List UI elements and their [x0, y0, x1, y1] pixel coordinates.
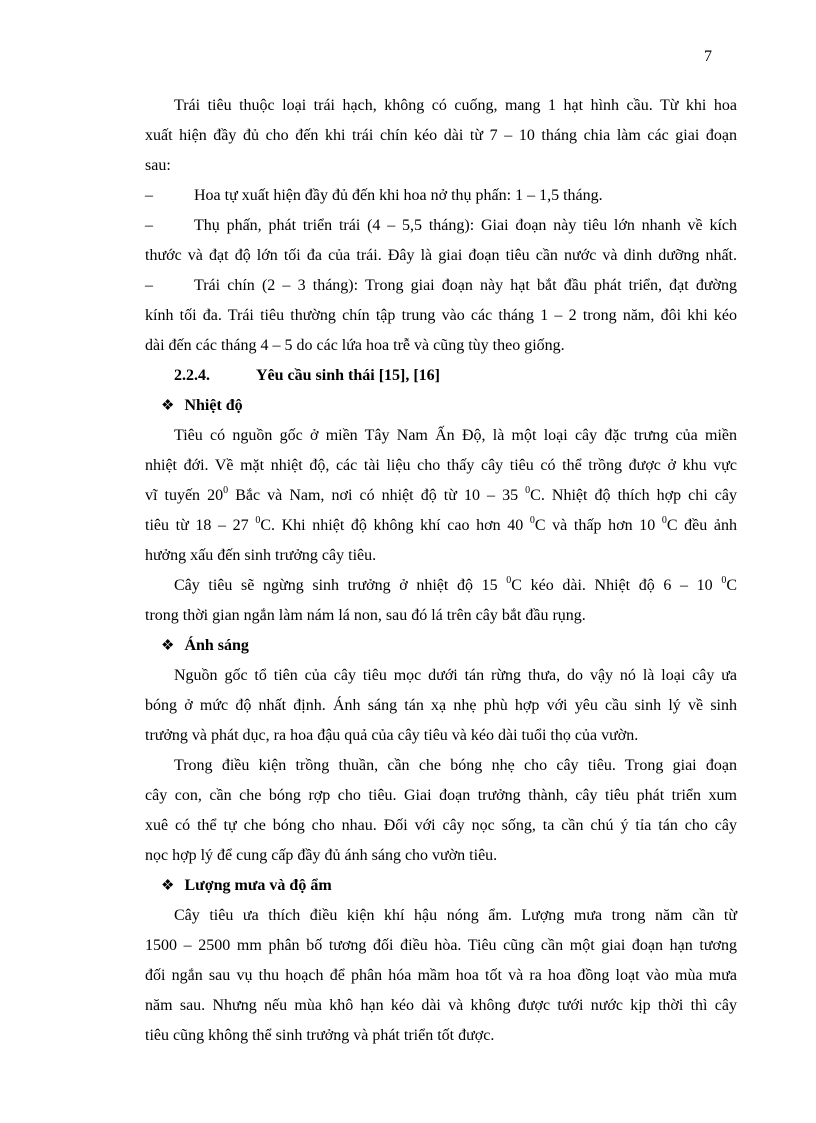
- section-number: 2.2.4.: [174, 367, 210, 384]
- list-item-text: Hoa tự xuất hiện đầy đủ đến khi hoa nở thụ phấn: 1 – 1,5 tháng.: [194, 187, 603, 204]
- text-run: vĩ tuyến 20: [145, 487, 224, 504]
- section-title: Yêu cầu sinh thái [15], [16]: [256, 367, 441, 384]
- text-run: C kéo dài. Nhiệt độ 6 – 10: [511, 577, 722, 594]
- paragraph-line: 1500 – 2500 mm phân bố tương đối điều hòa. Tiêu cũng cần một giai đoạn hạn tương: [145, 937, 737, 954]
- superscript: 0: [223, 485, 229, 496]
- subheading-temperature: [145, 391, 737, 421]
- diamond-bullet-icon: ❖: [161, 878, 175, 894]
- subheading-text: Lượng mưa và độ ẩm: [184, 877, 332, 894]
- paragraph-line: cây con, cần che bóng rợp cho tiêu. Giai đoạn trưởng thành, cây tiêu phát triển xum: [145, 787, 737, 804]
- paragraph-line: [145, 571, 737, 601]
- page-number: 7: [704, 48, 712, 65]
- superscript: 0: [661, 515, 667, 526]
- text-run: C và thấp hơn 10: [534, 517, 662, 534]
- list-item: [145, 271, 737, 301]
- paragraph-line: nhiệt đới. Về mặt nhiệt độ, các tài liệu cho thấy cây tiêu có thể trồng được ở khu vực: [145, 457, 737, 474]
- paragraph-line: Cây tiêu ưa thích điều kiện khí hậu nóng ẩm. Lượng mưa trong năm cần từ: [174, 907, 737, 924]
- paragraph-line: trong thời gian ngắn làm nám lá non, sau đó lá trên cây bắt đầu rụng.: [145, 607, 586, 624]
- text-run: Cây tiêu sẽ ngừng sinh trưởng ở nhiệt độ 15: [174, 577, 507, 594]
- superscript: 0: [255, 515, 261, 526]
- superscript: 0: [525, 485, 531, 496]
- text-run: C. Nhiệt độ thích hợp chi cây: [530, 487, 738, 504]
- paragraph-line: năm sau. Nhưng nếu mùa khô hạn kéo dài và không được tưới nước kịp thời thì cây: [145, 997, 737, 1014]
- intro-line: xuất hiện đầy đủ cho đến khi trái chín kéo dài từ 7 – 10 tháng chia làm các giai đoạn: [145, 127, 737, 144]
- text-run: tiêu từ 18 – 27: [145, 517, 256, 534]
- superscript: 0: [506, 575, 512, 586]
- subheading-rainfall: [145, 871, 737, 901]
- paragraph-line: Nguồn gốc tổ tiên của cây tiêu mọc dưới tán rừng thưa, do vậy nó là loại cây ưa: [174, 667, 737, 684]
- superscript: 0: [529, 515, 535, 526]
- document-body: [145, 91, 737, 1051]
- intro-line: sau:: [145, 157, 171, 174]
- section-heading: [145, 361, 737, 391]
- text-run: C: [726, 577, 738, 594]
- text-run: C. Khi nhiệt độ không khí cao hơn 40: [260, 517, 530, 534]
- subheading-text: Nhiệt độ: [184, 397, 243, 414]
- paragraph-line: trưởng và phát dục, ra hoa đậu quả của cây tiêu và kéo dài tuổi thọ của vườn.: [145, 727, 639, 744]
- subheading-text: Ánh sáng: [184, 637, 249, 654]
- superscript: 0: [721, 575, 727, 586]
- paragraph-line: hưởng xấu đến sinh trưởng cây tiêu.: [145, 547, 377, 564]
- list-item: [145, 211, 737, 241]
- intro-line: Trái tiêu thuộc loại trái hạch, không có cuống, mang 1 hạt hình cầu. Từ khi hoa: [174, 97, 737, 114]
- text-run: Bắc và Nam, nơi có nhiệt độ từ 10 – 35: [228, 487, 526, 504]
- dash-bullet: –: [145, 217, 153, 234]
- paragraph-line: Tiêu có nguồn gốc ở miền Tây Nam Ấn Độ, là một loại cây đặc trưng của miền: [174, 427, 737, 444]
- list-item-continuation: dài đến các tháng 4 – 5 do các lứa hoa trễ và cũng tùy theo giống.: [145, 337, 565, 354]
- text-run: C đều ảnh: [666, 517, 737, 534]
- dash-bullet: –: [145, 187, 153, 204]
- diamond-bullet-icon: ❖: [161, 638, 175, 654]
- list-item-text: Trái chín (2 – 3 tháng): Trong giai đoạn này hạt bắt đầu phát triển, đạt đường: [194, 277, 737, 294]
- diamond-bullet-icon: ❖: [161, 398, 175, 414]
- dash-bullet: –: [145, 277, 153, 294]
- list-item-text: Thụ phấn, phát triển trái (4 – 5,5 tháng): Giai đoạn này tiêu lớn nhanh về kích: [194, 217, 737, 234]
- paragraph-line: đối ngắn sau vụ thu hoạch để phân hóa mầm hoa tốt và ra hoa đồng loạt vào mùa mưa: [145, 967, 737, 984]
- paragraph-line: [145, 511, 737, 541]
- subheading-light: [145, 631, 737, 661]
- paragraph-line: xuê có thể tự che bóng cho nhau. Đối với cây nọc sống, ta cần chú ý tỉa tán cho cây: [145, 817, 737, 834]
- paragraph-line: [145, 481, 737, 511]
- list-item: [145, 181, 737, 211]
- list-item-continuation: kính tối đa. Trái tiêu thường chín tập trung vào các tháng 1 – 2 trong năm, đôi khi kéo: [145, 307, 737, 324]
- paragraph-line: nọc hợp lý để cung cấp đầy đủ ánh sáng cho vườn tiêu.: [145, 847, 498, 864]
- list-item-continuation: thước và đạt độ lớn tối đa của trái. Đây là giai đoạn tiêu cần nước và dinh dưỡng nhất.: [145, 247, 737, 264]
- paragraph-line: Trong điều kiện trồng thuần, cần che bóng nhẹ cho cây tiêu. Trong giai đoạn: [174, 757, 737, 774]
- paragraph-line: tiêu cũng không thể sinh trưởng và phát triển tốt được.: [145, 1027, 495, 1044]
- paragraph-line: bóng ở mức độ nhất định. Ánh sáng tán xạ nhẹ phù hợp với yêu cầu sinh lý về sinh: [145, 697, 737, 714]
